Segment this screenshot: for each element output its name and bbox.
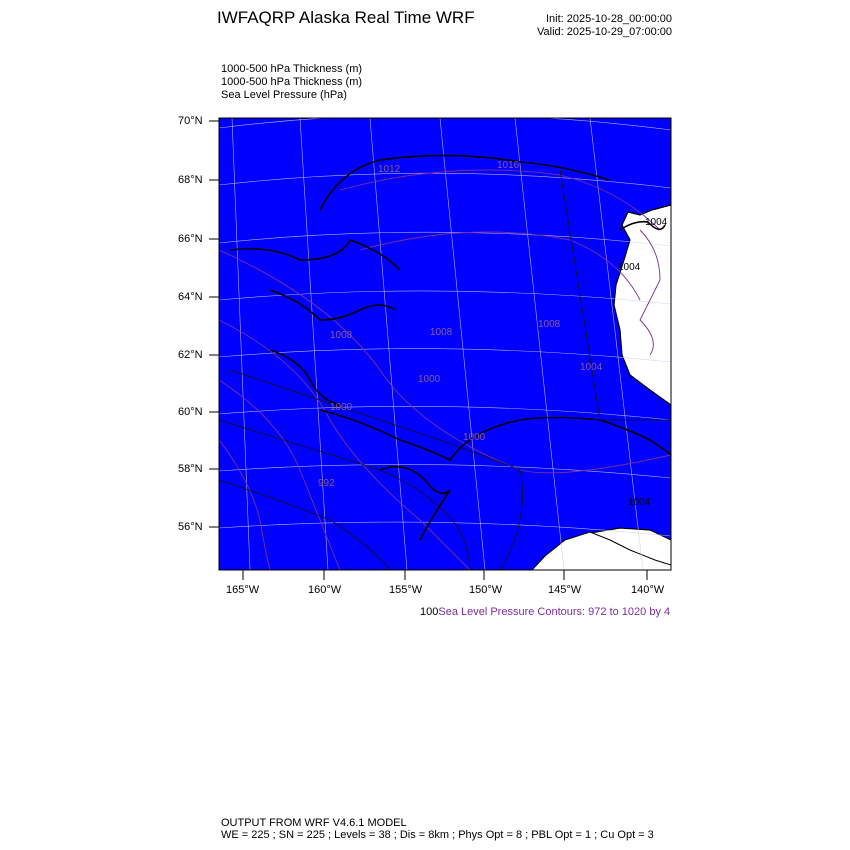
contour-label: 1012: [378, 164, 401, 175]
contour-label: 1004: [618, 262, 641, 273]
lat-label: 62°N: [178, 349, 203, 361]
contour-label: 1016: [497, 160, 520, 171]
contour-label: 1004: [580, 362, 603, 373]
footer-config: WE = 225 ; SN = 225 ; Levels = 38 ; Dis = 8km ; Phys Opt = 8 ; PBL Opt = 1 ; Cu Opt = 3: [221, 829, 654, 841]
contour-label: 1000: [418, 374, 441, 385]
legend-thickness-2: 1000-500 hPa Thickness (m): [221, 76, 363, 88]
lat-label: 60°N: [178, 406, 203, 418]
lon-label: 165°W: [226, 584, 260, 596]
page-title: IWFAQRP Alaska Real Time WRF: [217, 8, 475, 27]
lon-label: 155°W: [389, 584, 423, 596]
legend-slp: Sea Level Pressure (hPa): [221, 89, 347, 101]
lat-label: 64°N: [178, 291, 203, 303]
contour-label: 1008: [430, 327, 453, 338]
lat-label: 66°N: [178, 233, 203, 245]
contour-label: 1004: [645, 217, 668, 228]
contour-info: [420, 606, 670, 618]
contour-label: 1000: [330, 402, 353, 413]
lat-label: 68°N: [178, 174, 203, 186]
legend-thickness-1: 1000-500 hPa Thickness (m): [221, 63, 363, 75]
lon-label: 160°W: [308, 584, 342, 596]
lon-label: 150°W: [469, 584, 503, 596]
lat-label: 70°N: [178, 115, 203, 127]
lat-label: 56°N: [178, 521, 203, 533]
lat-label: 58°N: [178, 463, 203, 475]
contour-info-text: Sea Level Pressure Contours: 972 to 1020 by 4: [438, 606, 671, 618]
valid-time: Valid: 2025-10-29_07:00:00: [537, 26, 672, 38]
model-footer: [221, 817, 654, 841]
init-time: Init: 2025-10-28_00:00:00: [546, 13, 672, 25]
contour-label: 992: [318, 478, 335, 489]
lon-label: 145°W: [548, 584, 582, 596]
alaska-landmass: [219, 118, 671, 570]
lon-label: 140°W: [631, 584, 665, 596]
contour-label: 1004: [628, 497, 651, 508]
contour-label: 1000: [463, 432, 486, 443]
footer-model: OUTPUT FROM WRF V4.6.1 MODEL: [221, 817, 407, 829]
contour-label: 1008: [538, 319, 561, 330]
contour-label: 1008: [330, 330, 353, 341]
contour-info-prefix: 100: [420, 606, 439, 618]
